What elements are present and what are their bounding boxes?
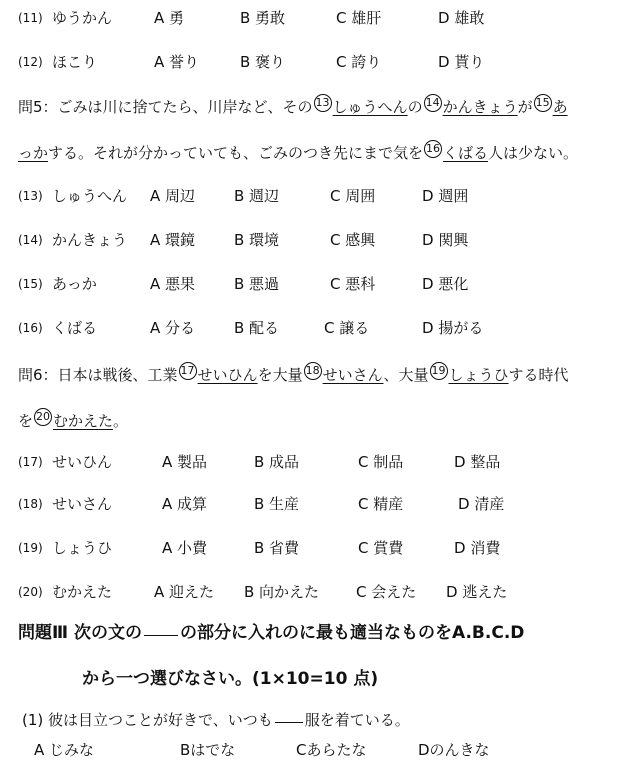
q6-text: を [18, 412, 34, 430]
q5-text: が [517, 98, 533, 116]
question-word: しょうひ [52, 539, 113, 557]
option-a: A 周辺 [150, 187, 196, 205]
option-b: B 環境 [234, 231, 280, 249]
option-a: A 勇 [154, 9, 185, 27]
option-c: C 会えた [356, 583, 417, 601]
option-a: A 環鏡 [150, 231, 196, 249]
option-d: D 揚がる [422, 319, 484, 337]
option-b: B 向かえた [244, 583, 320, 601]
option-c: C 譲る [324, 319, 370, 337]
option-d: D 貰り [438, 53, 485, 71]
underlined-word: しょうひ [448, 366, 509, 384]
question-word: せいさん [52, 495, 113, 513]
q5-text: の [407, 98, 423, 116]
option-d: D 悪化 [422, 275, 469, 293]
option-a: A 製品 [162, 453, 208, 471]
option-d: D 消費 [454, 539, 501, 557]
option-d: D 関興 [422, 231, 469, 249]
option-b: B 生産 [254, 495, 300, 513]
q6-line-2 [18, 408, 128, 431]
underlined-word: っか [18, 144, 49, 162]
section-heading [18, 622, 524, 644]
q5-text: 問5：ごみは川に捨てたら、川岸など、その [18, 98, 313, 116]
q5-line-2 [18, 140, 578, 163]
option-d: Dのんきな [418, 741, 490, 759]
circled-number: 13 [314, 94, 332, 112]
blank-line [144, 635, 178, 636]
question-text: (1) 彼は目立つことが好きで、いつも [22, 711, 273, 729]
option-c: C 周囲 [330, 187, 376, 205]
option-c: C 悪科 [330, 275, 376, 293]
underlined-word: むかえた [53, 412, 114, 430]
question-word: くばる [52, 319, 98, 337]
question-word: ゆうかん [52, 9, 113, 27]
option-c: C 制品 [358, 453, 404, 471]
option-d: D 整品 [454, 453, 501, 471]
option-c: C 感興 [330, 231, 376, 249]
circled-number: 18 [304, 362, 322, 380]
option-d: D 清産 [458, 495, 505, 513]
circled-number: 17 [179, 362, 197, 380]
question-number: (19) [18, 541, 43, 555]
underlined-word: せいひん [197, 366, 258, 384]
underlined-word: くばる [443, 144, 489, 162]
option-a: A じみな [34, 741, 95, 759]
section-heading-text: 問題Ⅲ 次の文の [18, 623, 142, 643]
q6-line-1 [18, 362, 569, 385]
option-b: B 勇敢 [240, 9, 286, 27]
question-word: せいひん [52, 453, 113, 471]
option-b: B 省費 [254, 539, 300, 557]
q6-text: 、大量 [383, 366, 429, 384]
question-word: むかえた [52, 583, 113, 601]
circled-number: 16 [424, 140, 442, 158]
q5-line-1 [18, 94, 568, 117]
option-a: A 分る [150, 319, 196, 337]
option-b: B 褒り [240, 53, 286, 71]
option-a: A 誉り [154, 53, 200, 71]
question-number: (16) [18, 321, 43, 335]
section-heading-text: の部分に入れのに最も適当なものをA.B.C.D [180, 623, 525, 643]
option-c: Cあらたな [296, 741, 367, 759]
option-c: C 誇り [336, 53, 382, 71]
underlined-word: かんきょう [442, 98, 518, 116]
question-number: (12) [18, 55, 43, 69]
underlined-word: しゅうへん [332, 98, 408, 116]
option-c: C 賞費 [358, 539, 404, 557]
option-a: A 小費 [162, 539, 208, 557]
option-b: B 悪過 [234, 275, 280, 293]
option-d: D 週囲 [422, 187, 469, 205]
option-d: D 雄敢 [438, 9, 485, 27]
question-text: 服を着ている。 [304, 711, 410, 729]
question-word: ほこり [52, 53, 98, 71]
question-word: かんきょう [52, 231, 128, 249]
question-word: しゅうへん [52, 187, 128, 205]
blank-line [275, 722, 303, 723]
circled-number: 15 [534, 94, 552, 112]
circled-number: 14 [424, 94, 442, 112]
q5-text: する。それが分かっていても、ごみのつき先にまで気を [48, 144, 424, 162]
option-c: C 精産 [358, 495, 404, 513]
underlined-word: あ [552, 98, 568, 116]
option-b: Bはでな [180, 741, 236, 759]
q6-text: する時代 [508, 366, 569, 384]
option-b: B 配る [234, 319, 280, 337]
q5-text: 人は少ない。 [488, 144, 579, 162]
option-b: B 成品 [254, 453, 300, 471]
q6-text: を大量 [257, 366, 303, 384]
section-instructions: から一つ選びなさい。(1×10=10 点) [82, 669, 379, 689]
question-number: (14) [18, 233, 43, 247]
option-c: C 雄肝 [336, 9, 382, 27]
option-b: B 週辺 [234, 187, 280, 205]
option-a: A 悪果 [150, 275, 196, 293]
underlined-word: せいさん [322, 366, 384, 384]
question-number: (17) [18, 455, 43, 469]
q6-text: 。 [113, 412, 129, 430]
question-1 [22, 710, 410, 730]
circled-number: 20 [34, 408, 52, 426]
question-number: (13) [18, 189, 43, 203]
q6-text: 問6：日本は戦後、工業 [18, 366, 178, 384]
option-a: A 迎えた [154, 583, 215, 601]
question-number: (20) [18, 585, 43, 599]
question-number: (15) [18, 277, 43, 291]
question-number: (18) [18, 497, 43, 511]
question-number: (11) [18, 11, 43, 25]
circled-number: 19 [430, 362, 448, 380]
option-a: A 成算 [162, 495, 208, 513]
option-d: D 逃えた [446, 583, 508, 601]
question-word: あっか [52, 275, 97, 293]
